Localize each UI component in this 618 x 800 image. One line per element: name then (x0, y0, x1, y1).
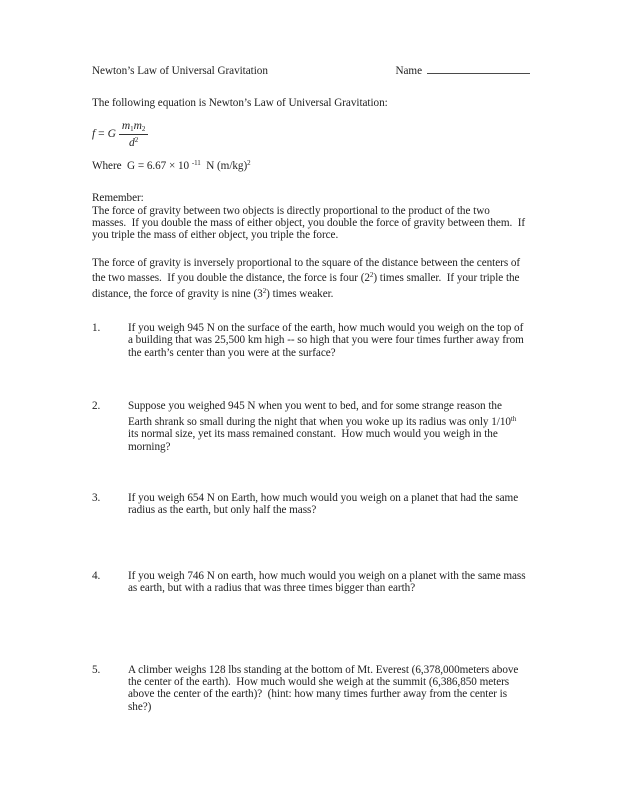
gravitation-equation (92, 120, 530, 149)
header-row (92, 63, 530, 77)
text-line: Suppose you weighed 945 N when you went to bed, and for some strange reason the (128, 400, 502, 413)
question-3 (92, 492, 530, 517)
question-number: 1. (92, 322, 101, 335)
units-exponent: 2 (247, 158, 251, 167)
name-field (395, 63, 530, 77)
text-segment: distance, the force of gravity is nine (3 (92, 287, 263, 300)
question-text (128, 400, 530, 453)
equation-m2: m (133, 119, 142, 132)
question-4 (92, 570, 530, 595)
equation-m1-subscript: 1 (130, 124, 134, 133)
text-line: as earth, but with a radius that was three times bigger than earth? (128, 582, 416, 595)
text-line: If you weigh 746 N on earth, how much would you weigh on a planet with the same mass (128, 569, 526, 582)
equation-f: f (92, 127, 96, 140)
squared-exponent: 2 (262, 286, 267, 295)
equation-numerator (119, 120, 148, 135)
text-segment: the two masses. If you double the distance, the force is four (2 (92, 272, 370, 285)
question-text (128, 322, 530, 359)
equation-m2-subscript: 2 (141, 124, 146, 133)
text-segment: ) times weaker. (266, 287, 334, 300)
name-label: Name (395, 65, 422, 77)
text-line: morning? (128, 440, 171, 453)
remember-section (92, 192, 530, 242)
text-line: radius as the earth, but only half the mass? (128, 504, 317, 517)
question-5 (92, 664, 530, 714)
equation-d-exponent: 2 (134, 135, 139, 144)
remember-label: Remember: (92, 192, 144, 205)
intro-paragraph: The following equation is Newton’s Law of Universal Gravitation: (92, 97, 388, 110)
name-blank-line (427, 63, 530, 74)
text-line: masses. If you double the mass of either object, you double the force of gravity between them. If (92, 217, 526, 230)
question-number: 2. (92, 400, 101, 413)
text-line: she?) (128, 700, 152, 713)
where-prefix: Where G = 6.67 × 10 (92, 159, 192, 172)
equation-denominator (119, 135, 148, 149)
text-line: its normal size, yet its mass remained constant. How much would you weigh in the (128, 428, 498, 441)
text-line: you triple the mass of either object, you triple the force. (92, 229, 339, 242)
where-units: N (m/kg) (200, 159, 248, 172)
equation-fraction (119, 120, 148, 149)
equation-equals: = (98, 127, 105, 140)
text-line (92, 269, 530, 284)
text-segment: Earth shrank so small during the night that when you woke up its radius was only 1/10 (128, 415, 511, 428)
page-title: Newton’s Law of Universal Gravitation (92, 65, 268, 77)
question-text (128, 492, 530, 517)
text-line: If you weigh 945 N on the surface of the earth, how much would you weigh on the top of (128, 322, 524, 335)
equation-d: d (129, 136, 135, 149)
text-line: the center of the earth). How much would she weigh at the summit (6,386,850 meters (128, 675, 510, 688)
question-2 (92, 400, 530, 453)
text-line (128, 413, 530, 428)
text-line: a building that was 25,500 km high -- so high that you were four times further away from (128, 334, 524, 347)
question-1 (92, 322, 530, 359)
question-number: 5. (92, 663, 101, 676)
inverse-square-paragraph (92, 257, 530, 300)
text-line (92, 285, 530, 300)
question-text (128, 570, 530, 595)
ordinal-superscript: th (510, 414, 517, 423)
question-number: 4. (92, 569, 101, 582)
text-line: If you weigh 654 N on Earth, how much would you weigh on a planet that had the same (128, 491, 519, 504)
question-text (128, 664, 530, 714)
text-line: The force of gravity between two objects is directly proportional to the product of the two (92, 204, 490, 217)
equation-g: G (107, 127, 116, 140)
squared-exponent: 2 (369, 271, 374, 280)
text-line: A climber weighs 128 lbs standing at the bottom of Mt. Everest (6,378,000meters above (128, 663, 519, 676)
text-line: The force of gravity is inversely proportional to the square of the distance between the centers of (92, 256, 521, 269)
text-line: the earth’s center than you were at the surface? (128, 346, 336, 359)
constant-definition-line (92, 157, 530, 172)
text-segment: ) times smaller. If your triple the (373, 272, 520, 285)
equation-m1: m (121, 119, 131, 132)
question-number: 3. (92, 491, 101, 504)
g-exponent: -11 (191, 158, 201, 167)
text-line: above the center of the earth)? (hint: how many times further away from the center is (128, 688, 508, 701)
